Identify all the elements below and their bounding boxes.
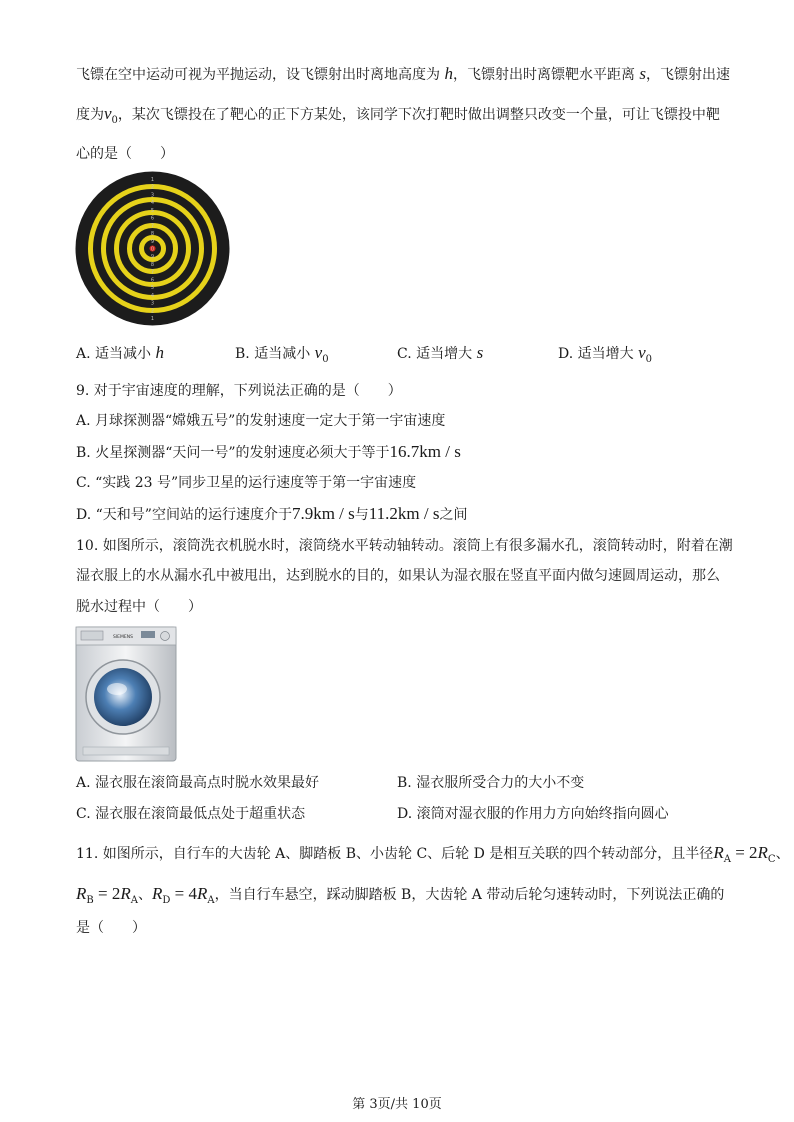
q10-stem-line1: 10. 如图所示，滚筒洗衣机脱水时，滚筒绕水平转动轴转动。滚筒上有很多漏水孔，滚筒转动时，附着在潮: [76, 538, 733, 554]
dartboard-number: 0: [150, 246, 155, 253]
q9-stem: 9. 对于宇宙速度的理解，下列说法正确的是（ ）: [76, 383, 402, 399]
dartboard-number: 3: [150, 192, 155, 199]
dartboard-number: 8: [150, 261, 155, 268]
dartboard-figure: [75, 171, 230, 326]
dartboard-number: 7: [150, 223, 155, 230]
q8-option-d[interactable]: D. 适当增大 $v_0$: [558, 343, 652, 365]
washer-brand-label: SIEMENS: [113, 635, 133, 640]
dartboard-number: 6: [150, 215, 155, 222]
q8-option-c[interactable]: C. 适当增大 s: [397, 343, 484, 362]
program-knob: [161, 632, 170, 641]
page-footer: 第 3页/共 10页: [352, 1097, 442, 1112]
washing-machine-figure: [73, 625, 180, 765]
drum-highlight: [107, 683, 127, 695]
q9-option-c[interactable]: C. “实践 23 号”同步卫星的运行速度等于第一宇宙速度: [76, 475, 417, 491]
dartboard-number: 1: [150, 316, 155, 322]
q9-option-b[interactable]: B. 火星探测器“天问一号”的发射速度必须大于等于16.7km / s: [76, 442, 461, 461]
dartboard-number: 9: [150, 254, 155, 261]
q9-option-d[interactable]: D. “天和号”空间站的运行速度介于7.9km / s与11.2km / s之间: [76, 504, 468, 523]
q10-option-a[interactable]: A. 湿衣服在滚筒最高点时脱水效果最好: [76, 775, 320, 791]
q8-stem-line1: 飞镖在空中运动可视为平抛运动，设飞镖射出时离地高度为 h，飞镖射出时离镖靶水平距离 s，飞镖射出速: [76, 64, 731, 83]
dartboard-number: 5: [150, 207, 155, 214]
dartboard-number: 9: [150, 238, 155, 245]
q11-stem-line3: 是（ ）: [76, 920, 146, 936]
q8-option-b[interactable]: B. 适当减小 $v_0$: [235, 343, 329, 365]
dartboard-number: 1: [150, 177, 155, 183]
dartboard-number: 4: [150, 292, 155, 299]
q8-option-a[interactable]: A. 适当减小 h: [76, 343, 164, 362]
washer-drum: [94, 668, 152, 726]
q10-stem-line2: 湿衣服上的水从漏水孔中被甩出，达到脱水的目的，如果认为湿衣服在竖直平面内做匀速圆周运动，那么: [76, 568, 720, 584]
q8-stem-line2: 度为$v_0$，某次飞镖投在了靶心的正下方某处，该同学下次打靶时做出调整只改变一个量，可让飞镖投中靶: [76, 104, 720, 126]
dartboard-number: 3: [150, 300, 155, 307]
washer-display: [141, 631, 155, 638]
dartboard-number: 2: [150, 308, 155, 315]
dartboard-number: 2: [150, 184, 155, 191]
washer-kick-plate: [83, 747, 169, 755]
dartboard-number: 5: [150, 285, 155, 292]
detergent-drawer: [81, 631, 103, 640]
q10-option-c[interactable]: C. 湿衣服在滚筒最低点处于超重状态: [76, 806, 306, 822]
q10-option-b[interactable]: B. 湿衣服所受合力的大小不变: [397, 775, 585, 791]
q8-stem-line3: 心的是（ ）: [76, 146, 174, 162]
dartboard-number: 7: [150, 269, 155, 276]
dartboard-number: 6: [150, 277, 155, 284]
q10-stem-line3: 脱水过程中（ ）: [76, 599, 202, 615]
q10-option-d[interactable]: D. 滚筒对湿衣服的作用力方向始终指向圆心: [397, 806, 669, 822]
dartboard-number: 8: [150, 231, 155, 238]
q11-stem-line1: 11. 如图所示，自行车的大齿轮 A、脚踏板 B、小齿轮 C、后轮 D 是相互关联的四个转动部分，且半径$R_A = 2R_C$、: [76, 843, 790, 865]
q11-stem-line2: $R_B = 2R_A$、$R_D = 4R_A$，当自行车悬空，踩动脚踏板 B，大齿轮 A 带动后轮匀速转动时，下列说法正确的: [76, 884, 725, 906]
dartboard-number: 4: [150, 200, 155, 207]
q9-option-a[interactable]: A. 月球探测器“嫦娥五号”的发射速度一定大于第一宇宙速度: [76, 413, 446, 429]
